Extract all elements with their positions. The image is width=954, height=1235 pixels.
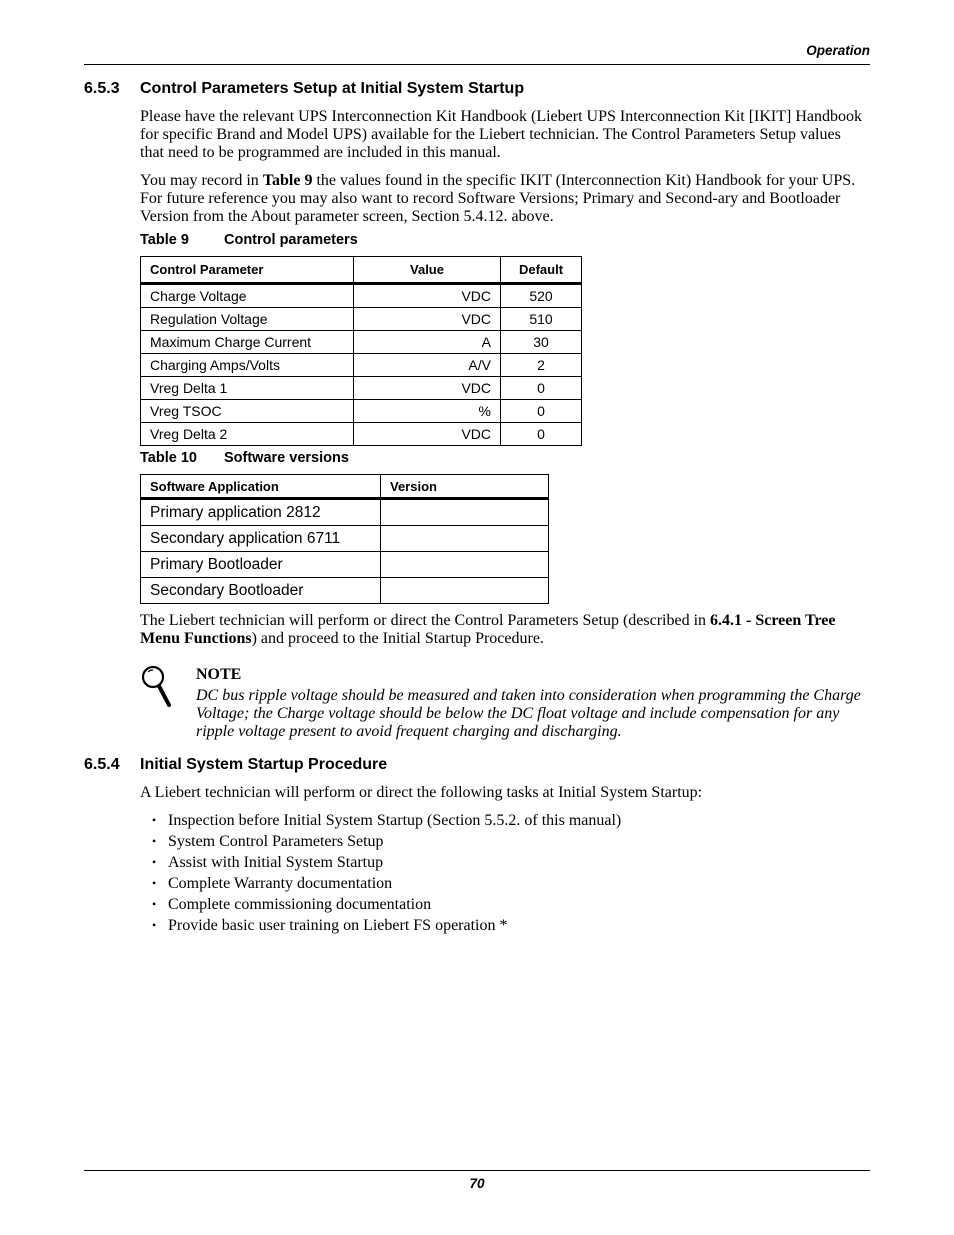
parameter-cell: Charge Voltage [141, 284, 354, 308]
table-row [141, 552, 549, 578]
table-row [141, 354, 582, 377]
application-cell: Primary application 2812 [141, 499, 381, 526]
default-cell: 0 [501, 400, 582, 423]
column-header: Value [354, 257, 501, 284]
table-label: Table 10 [140, 450, 197, 466]
bullet-icon: • [152, 813, 157, 827]
list-item-text: Assist with Initial System Startup [168, 854, 384, 871]
list-item [152, 894, 621, 915]
parameter-cell: Vreg TSOC [141, 400, 354, 423]
footer-rule [84, 1170, 870, 1171]
paragraph-technician-setup [140, 612, 867, 648]
section-6-5-3-heading [84, 80, 524, 98]
table-header-row [141, 257, 582, 284]
version-cell [381, 578, 549, 604]
table-9-caption [140, 232, 358, 248]
column-header: Version [381, 475, 549, 499]
default-cell: 30 [501, 331, 582, 354]
bullet-icon: • [152, 918, 157, 932]
running-header: Operation [806, 43, 870, 58]
value-cell: VDC [354, 423, 501, 446]
software-versions-table [140, 474, 549, 604]
parameter-cell: Vreg Delta 1 [141, 377, 354, 400]
paragraph-ikit-handbook: Please have the relevant UPS Interconnection Kit Handbook (Liebert UPS Interconnection Kit [IKIT] Handbook for specific Brand and Model UPS) available for the Liebert technician. The Control Parameters Setup values that need to be programmed are included in this manual. [140, 108, 863, 161]
header-rule [84, 64, 870, 65]
bullet-icon: • [152, 876, 157, 890]
default-cell: 520 [501, 284, 582, 308]
table-row [141, 526, 549, 552]
value-cell: A/V [354, 354, 501, 377]
section-number: 6.5.4 [84, 756, 120, 773]
table-row [141, 331, 582, 354]
control-parameters-table [140, 256, 582, 446]
version-cell [381, 526, 549, 552]
table-row [141, 499, 549, 526]
table-10-caption [140, 450, 349, 466]
list-item [152, 873, 621, 894]
table-row [141, 284, 582, 308]
note-title: NOTE [196, 666, 242, 683]
column-header: Control Parameter [141, 257, 354, 284]
paragraph-text: The Liebert technician will perform or direct the Control Parameters Setup (described in [140, 612, 711, 629]
table-row [141, 423, 582, 446]
list-item-text: Inspection before Initial System Startup (Section 5.5.2. of this manual) [168, 812, 622, 829]
list-item [152, 810, 621, 831]
bullet-icon: • [152, 834, 157, 848]
list-item [152, 831, 621, 852]
default-cell: 0 [501, 423, 582, 446]
parameter-cell: Regulation Voltage [141, 308, 354, 331]
startup-task-list [152, 810, 621, 936]
value-cell: % [354, 400, 501, 423]
list-item [152, 915, 621, 936]
parameter-cell: Charging Amps/Volts [141, 354, 354, 377]
parameter-cell: Maximum Charge Current [141, 331, 354, 354]
value-cell: VDC [354, 308, 501, 331]
default-cell: 0 [501, 377, 582, 400]
paragraph-text: You may record in [140, 172, 263, 189]
paragraph-text: ) and proceed to the Initial Startup Procedure. [251, 630, 544, 647]
section-reference: 6.4.1 - Screen Tree Menu Functions [140, 612, 836, 647]
magnifier-icon [140, 665, 174, 709]
value-cell: VDC [354, 284, 501, 308]
table-label: Table 9 [140, 232, 189, 248]
section-title: Control Parameters Setup at Initial System Startup [140, 80, 525, 97]
table-row [141, 377, 582, 400]
value-cell: VDC [354, 377, 501, 400]
list-item-text: Provide basic user training on Liebert FS operation * [168, 917, 508, 934]
table-row [141, 578, 549, 604]
column-header: Default [501, 257, 582, 284]
paragraph-text: the values found in the specific IKIT (Interconnection Kit) Handbook for your UPS. For future reference you may also want to record Software Versions; Primary and Second-ary and Bootloader Version from the About parameter screen, Section 5.4.12. above. [140, 172, 856, 225]
table-header-row [141, 475, 549, 499]
default-cell: 2 [501, 354, 582, 377]
section-title: Initial System Startup Procedure [140, 756, 388, 773]
list-item-text: Complete Warranty documentation [168, 875, 393, 892]
section-6-5-4-heading [84, 756, 387, 774]
note-body: DC bus ripple voltage should be measured and taken into consideration when programming the Charge Voltage; the Charge voltage should be below the DC float voltage and include compensation for any ripple voltage present to avoid frequent charging and discharging. [196, 687, 861, 740]
paragraph-startup-intro: A Liebert technician will perform or direct the following tasks at Initial System Startup: [140, 784, 703, 801]
table-row [141, 308, 582, 331]
version-cell [381, 552, 549, 578]
list-item-text: System Control Parameters Setup [168, 833, 384, 850]
parameter-cell: Vreg Delta 2 [141, 423, 354, 446]
application-cell: Secondary Bootloader [141, 578, 381, 604]
table-reference: Table 9 [262, 172, 313, 189]
paragraph-record-values [140, 172, 867, 226]
application-cell: Primary Bootloader [141, 552, 381, 578]
table-title: Software versions [224, 450, 349, 466]
section-number: 6.5.3 [84, 80, 120, 97]
version-cell [381, 499, 549, 526]
list-item [152, 852, 621, 873]
table-row [141, 400, 582, 423]
default-cell: 510 [501, 308, 582, 331]
table-title: Control parameters [224, 232, 358, 248]
value-cell: A [354, 331, 501, 354]
application-cell: Secondary application 6711 [141, 526, 381, 552]
bullet-icon: • [152, 855, 157, 869]
page-number: 70 [469, 1176, 485, 1191]
column-header: Software Application [141, 475, 381, 499]
list-item-text: Complete commissioning documentation [168, 896, 432, 913]
bullet-icon: • [152, 897, 157, 911]
